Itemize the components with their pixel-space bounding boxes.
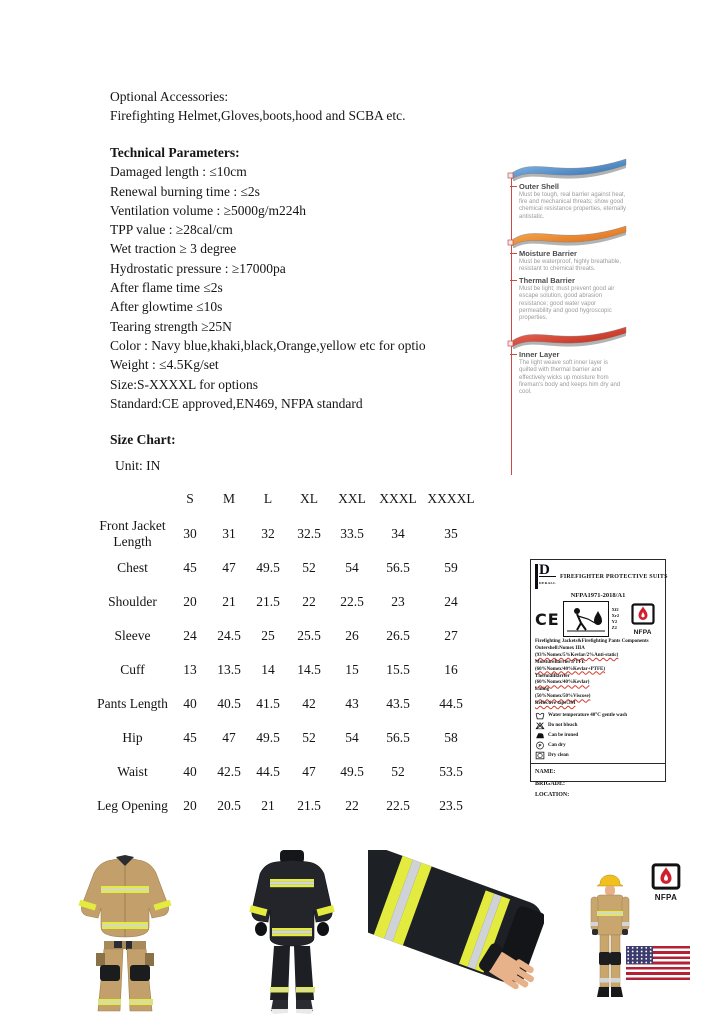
size-value-cell: 22 (302, 594, 316, 609)
pictogram-code: Xf2 (611, 607, 619, 612)
size-value-cell: 20 (183, 594, 197, 609)
wash-tub-icon (535, 711, 545, 720)
size-table-header-row (95, 481, 480, 517)
size-value-cell: 40 (183, 764, 197, 779)
size-table-corner-cell (95, 481, 170, 517)
size-value-cell: 21 (222, 594, 236, 609)
optional-accessories-title: Optional Accessories: (110, 89, 229, 104)
size-value-cell: 49.5 (256, 560, 280, 575)
size-value-cell: 13 (183, 662, 197, 677)
size-value-cell: 22.5 (386, 798, 410, 813)
outer-shell-fabric-swatch-icon (506, 157, 632, 181)
size-column-header: XL (300, 491, 318, 506)
fabric-layer-moisture-barrier (506, 224, 646, 273)
label-standard: NFPA1971-2018/A1 (570, 592, 626, 599)
technical-parameter-line: Weight : ≤4.5Kg/set (110, 357, 219, 373)
brand-caption: DERALL (539, 576, 556, 589)
label-field: BRIGADE: (535, 780, 566, 787)
fabric-layer-name: Inner Layer (519, 350, 646, 359)
label-composition-line: (60%Nomex/40%Kevlar+PTFE) (535, 666, 606, 672)
size-value-cell: 52 (302, 560, 316, 575)
size-table-row (95, 721, 480, 755)
label-composition-line: Outershell:Nomex IIIA (535, 645, 585, 651)
size-value-cell: 13.5 (217, 662, 241, 677)
size-value-cell: 42.5 (217, 764, 241, 779)
product-photo-firefighter-figure (584, 874, 636, 1008)
care-instruction (535, 740, 661, 750)
technical-parameter-line: After flame time ≤2s (110, 280, 223, 296)
technical-parameter-line: Hydrostatic pressure : ≥17000pa (110, 260, 286, 276)
size-value-cell: 21.5 (256, 594, 280, 609)
care-instruction-text: Water temperature 40°C gentle wash (548, 712, 628, 718)
label-cert-row (535, 601, 661, 637)
fabric-layer-description: The light weave soft inner layer is quilted with thermal barrier and effectively wicks up moisture from fireman's body and keeps him dry and cool. (519, 360, 621, 396)
size-value-cell: 23.5 (439, 798, 463, 813)
size-row-label: Chest (117, 560, 148, 575)
label-care-list (535, 710, 661, 760)
size-value-cell: 22 (345, 798, 359, 813)
size-value-cell: 21 (261, 798, 275, 813)
size-value-cell: 20.5 (217, 798, 241, 813)
size-value-cell: 24 (444, 594, 458, 609)
size-value-cell: 47 (222, 560, 236, 575)
care-instruction-text: Can be ironed (548, 732, 579, 738)
care-instruction (535, 710, 661, 720)
size-value-cell: 41.5 (256, 696, 280, 711)
size-value-cell: 33.5 (340, 526, 364, 541)
size-value-cell: 52 (302, 730, 316, 745)
size-value-cell: 54 (345, 730, 359, 745)
size-value-cell: 59 (444, 560, 458, 575)
size-value-cell: 44.5 (256, 764, 280, 779)
technical-parameter-line: Renewal burning time : ≤2s (110, 183, 260, 199)
size-value-cell: 49.5 (256, 730, 280, 745)
size-value-cell: 24 (183, 628, 197, 643)
size-value-cell: 22.5 (340, 594, 364, 609)
care-instruction (535, 750, 661, 760)
care-instruction (535, 720, 661, 730)
firefighter-pictogram-icon (563, 601, 609, 637)
size-value-cell: 40 (183, 696, 197, 711)
care-instruction-text: Can dry (548, 742, 566, 748)
fabric-layer-description: Must be tough, real barrier against heat, fire and mechanical threats; show good chemical resistance properties, eternally antistatic. (519, 192, 627, 220)
technical-parameter-line: Color : Navy blue,khaki,black,Orange,yellow etc for optio (110, 337, 426, 353)
size-value-cell: 23 (391, 594, 405, 609)
nfpa-flame-icon (651, 863, 681, 890)
size-value-cell: 35 (444, 526, 458, 541)
size-row-label: Waist (117, 764, 148, 779)
fabric-layer-outer-shell (506, 157, 646, 221)
nfpa-logo-small (628, 603, 658, 636)
fabric-layer-description: Must be waterproof, highly breathable, resistant to chemical threats. (519, 258, 622, 273)
fabric-layers-diagram (506, 157, 646, 399)
size-table-row (95, 585, 480, 619)
technical-parameter-line: Tearing strength ≥25N (110, 318, 232, 334)
size-value-cell: 32.5 (297, 526, 321, 541)
size-table-row (95, 789, 480, 823)
pictogram-code: Z2 (611, 625, 617, 630)
size-value-cell: 32 (261, 526, 275, 541)
size-table-row (95, 687, 480, 721)
size-column-header: XXXXL (427, 491, 475, 506)
size-value-cell: 56.5 (386, 730, 410, 745)
do-not-bleach-icon (535, 721, 545, 730)
size-row-label: Shoulder (108, 594, 157, 609)
nfpa-logo-text: NFPA (654, 893, 678, 902)
size-column-header: M (222, 491, 235, 506)
size-column-header: XXXL (379, 491, 417, 506)
size-value-cell: 58 (444, 730, 458, 745)
size-value-cell: 54 (345, 560, 359, 575)
size-table-row (95, 517, 480, 551)
care-instruction (535, 730, 661, 740)
inner-layer-fabric-swatch-icon (506, 325, 632, 349)
size-value-cell: 52 (391, 764, 405, 779)
size-value-cell: 16 (444, 662, 458, 677)
label-field: NAME: (535, 769, 556, 776)
size-chart-unit: Unit: IN (115, 458, 161, 473)
technical-parameter-line: TPP value : ≥28cal/cm (110, 222, 233, 238)
product-photo-sleeve-detail (368, 850, 544, 1022)
size-chart-table (95, 481, 480, 823)
size-column-header: S (186, 491, 194, 506)
label-composition (535, 639, 661, 708)
nfpa-logo (648, 863, 684, 902)
brand-letter: D (539, 562, 550, 578)
size-value-cell: 25.5 (297, 628, 321, 643)
size-row-label: Hip (122, 730, 143, 745)
ce-mark-icon: CE (535, 609, 560, 629)
size-value-cell: 30 (183, 526, 197, 541)
size-table-row (95, 551, 480, 585)
label-title: FIREFIGHTER PROTECTIVE SUITS (560, 573, 668, 580)
fabric-layer-name: Thermal Barrier (519, 276, 646, 285)
size-row-label: Cuff (120, 662, 145, 677)
size-value-cell: 14 (261, 662, 275, 677)
size-value-cell: 43 (345, 696, 359, 711)
size-table-row (95, 755, 480, 789)
technical-lines (110, 162, 426, 413)
size-value-cell: 44.5 (439, 696, 463, 711)
label-composition-line: ThermalBarrier (535, 673, 570, 679)
size-value-cell: 45 (183, 560, 197, 575)
fabric-layer-inner-layer (506, 325, 646, 396)
size-table-row (95, 619, 480, 653)
nfpa-flame-icon (631, 603, 655, 625)
technical-parameter-line: Wet traction ≥ 3 degree (110, 241, 237, 257)
moisture-barrier-fabric-swatch-icon (506, 224, 632, 248)
size-value-cell: 20 (183, 798, 197, 813)
label-composition-line: Lining (535, 687, 550, 693)
brand-d-logo (535, 564, 556, 589)
certification-label (530, 559, 668, 799)
size-value-cell: 24.5 (217, 628, 241, 643)
optional-accessories-text: Firefighting Helmet,Gloves,boots,hood and SCBA etc. (110, 108, 406, 124)
technical-parameter-line: Size:S-XXXXL for options (110, 376, 258, 392)
size-value-cell: 25 (261, 628, 275, 643)
fabric-layer-description: Must be light; must prevent good air escape solution, good abrasion resistance; good water vapor permeability and good hygroscopic properties. (519, 286, 615, 322)
pictogram-code: Xr2 (611, 613, 620, 618)
pictogram-code: Y2 (611, 619, 618, 624)
size-value-cell: 47 (222, 730, 236, 745)
size-value-cell: 56.5 (386, 560, 410, 575)
technical-parameter-line: Standard:CE approved,EN469, NFPA standard (110, 395, 363, 411)
size-value-cell: 42 (302, 696, 316, 711)
size-value-cell: 45 (183, 730, 197, 745)
label-fields (531, 763, 665, 802)
care-instruction-text: Do not bleach (548, 722, 578, 728)
svg-text:P: P (538, 742, 542, 748)
label-field: LOCATION: (535, 792, 570, 799)
care-instruction-text: Dry clean (548, 752, 569, 758)
size-value-cell: 26.5 (386, 628, 410, 643)
size-value-cell: 34 (391, 526, 405, 541)
fabric-layer-name: Moisture Barrier (519, 249, 646, 258)
nfpa-logo-text: NFPA (633, 628, 652, 636)
size-value-cell: 15.5 (386, 662, 410, 677)
size-table-row (95, 653, 480, 687)
label-composition-line: (93%Nomex/5%Kevlar/2%Anti-static) (535, 652, 619, 658)
product-photo-black-suit (240, 850, 344, 1020)
size-value-cell: 31 (222, 526, 236, 541)
size-row-label: Front Jacket Length (99, 518, 166, 549)
us-flag-canton (626, 946, 653, 964)
size-chart-title: Size Chart: (110, 432, 176, 447)
size-value-cell: 47 (302, 764, 316, 779)
optional-accessories-section (110, 87, 405, 126)
size-value-cell: 40.5 (217, 696, 241, 711)
fabric-layer-name: Outer Shell (519, 182, 646, 191)
dry-clean-icon (535, 751, 545, 760)
size-value-cell: 21.5 (297, 798, 321, 813)
size-row-label: Pants Length (97, 696, 168, 711)
technical-parameter-line: Ventilation volume : ≥5000g/m224h (110, 202, 307, 218)
iron-icon (535, 731, 545, 740)
fabric-layer-thermal-barrier (506, 276, 646, 322)
technical-parameters-section (110, 143, 426, 413)
size-row-label: Leg Opening (97, 798, 168, 813)
size-row-label: Sleeve (114, 628, 151, 643)
label-composition-line: (60%Nomex/40%Kevlar) (535, 680, 590, 686)
size-value-cell: 15 (345, 662, 359, 677)
size-value-cell: 14.5 (297, 662, 321, 677)
technical-parameter-line: Damaged length : ≤10cm (110, 164, 247, 180)
size-column-header: XXL (338, 491, 366, 506)
product-photo-khaki-suit (74, 853, 176, 1019)
size-value-cell: 53.5 (439, 764, 463, 779)
pictogram-codes (612, 607, 625, 631)
size-value-cell: 27 (444, 628, 458, 643)
label-composition-line: MoistureBarrier:PTFE (535, 659, 585, 665)
label-composition-line: Reflective tape:3M (535, 701, 576, 707)
size-value-cell: 26 (345, 628, 359, 643)
label-header (535, 562, 668, 589)
size-value-cell: 43.5 (386, 696, 410, 711)
technical-parameter-line: After glowtime ≤10s (110, 299, 223, 315)
label-composition-line: (50%Nomex/50%Viscose) (535, 694, 591, 700)
size-table-body (95, 517, 480, 823)
technical-parameters-title: Technical Parameters: (110, 145, 240, 160)
label-composition-line: Firefighting Jackets&Firefighting Pants Components (535, 639, 649, 644)
size-value-cell: 49.5 (340, 764, 364, 779)
circle-p-icon (535, 741, 545, 750)
us-flag-icon (626, 946, 690, 980)
size-column-header: L (263, 491, 273, 506)
